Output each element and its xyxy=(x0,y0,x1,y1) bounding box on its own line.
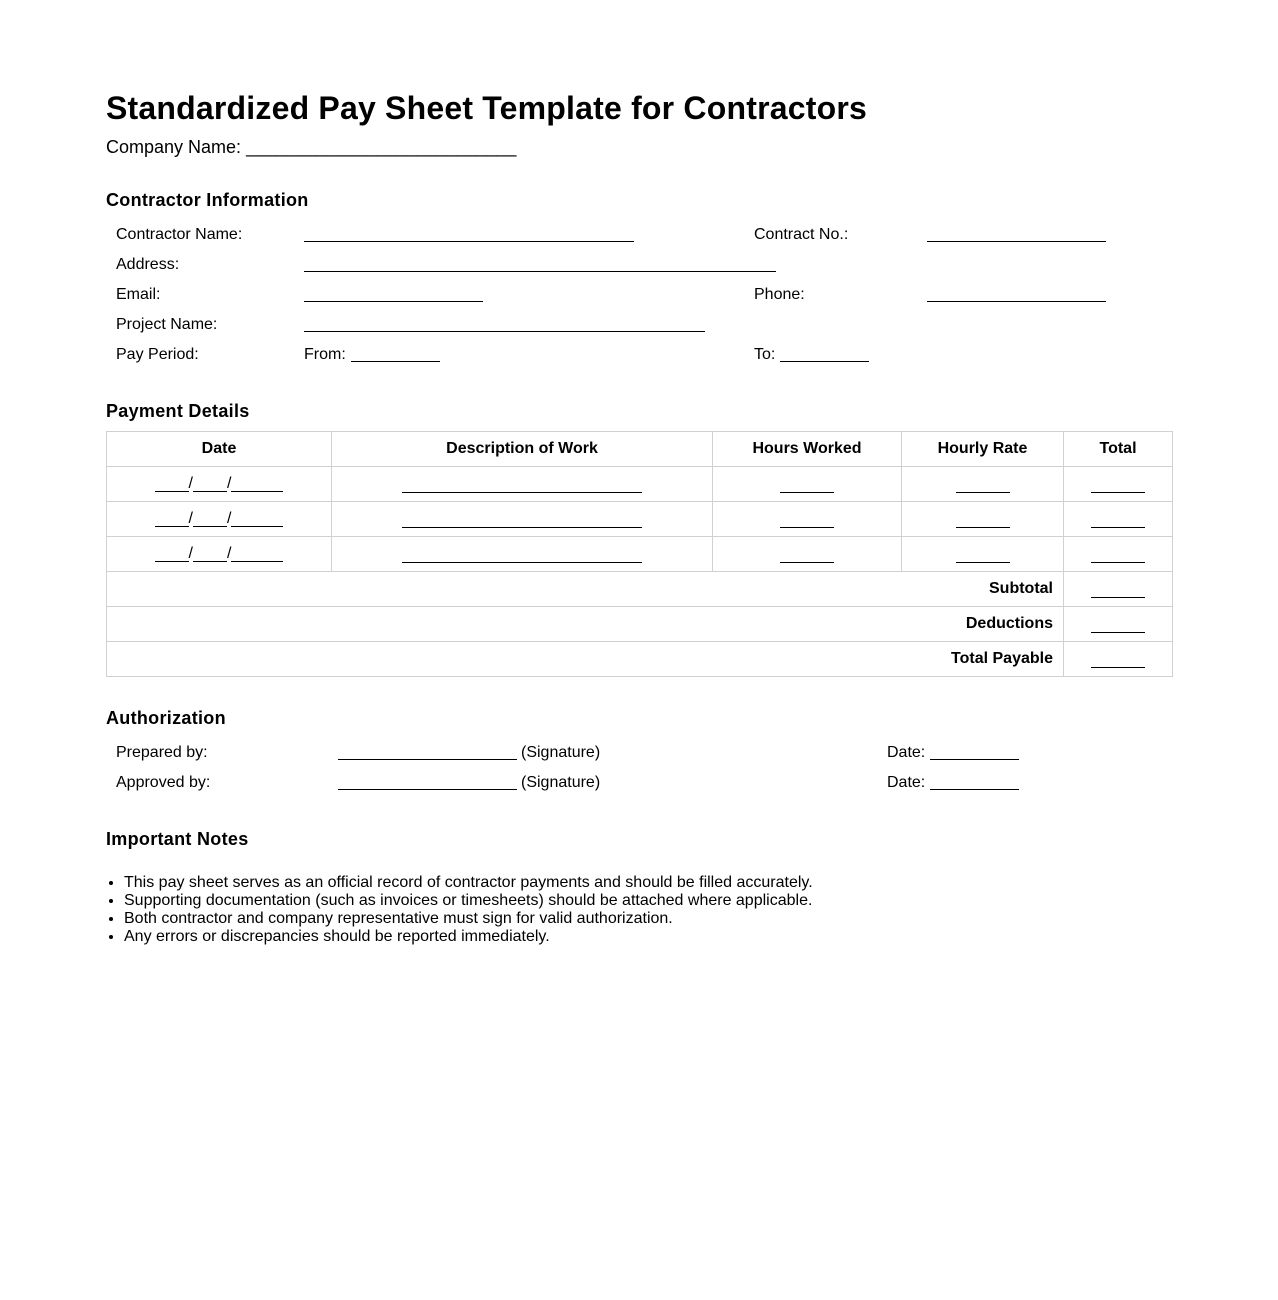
hours-blank xyxy=(780,478,834,493)
deductions-cell[interactable] xyxy=(1064,607,1173,642)
list-item: • Any errors or discrepancies should be reported immediately. xyxy=(124,928,813,946)
address-label: Address: xyxy=(116,256,180,273)
total-payable-cell[interactable] xyxy=(1064,642,1173,677)
company-name-row xyxy=(106,137,516,158)
date-blank: / / xyxy=(155,511,284,527)
project-name-line[interactable] xyxy=(304,331,705,332)
total-payable-blank xyxy=(1091,653,1145,668)
approved-by-signature-line[interactable] xyxy=(338,789,517,790)
total-cell[interactable] xyxy=(1064,537,1173,572)
prepared-by-signature-caption: (Signature) xyxy=(521,744,601,761)
hours-cell[interactable] xyxy=(713,537,902,572)
deductions-row xyxy=(107,607,1173,642)
pay-period-label: Pay Period: xyxy=(116,346,199,363)
prepared-date-label: Date: xyxy=(887,744,926,761)
date-blank: / / xyxy=(155,546,284,562)
project-name-label: Project Name: xyxy=(116,316,218,333)
contractor-info-heading: Contractor Information xyxy=(106,190,309,210)
description-blank xyxy=(402,513,642,528)
table-header-row xyxy=(107,432,1173,467)
contract-no-line[interactable] xyxy=(927,241,1106,242)
description-blank xyxy=(402,478,642,493)
date-blank: / / xyxy=(155,476,284,492)
rate-blank xyxy=(956,478,1010,493)
payment-details-heading: Payment Details xyxy=(106,401,250,421)
email-line[interactable] xyxy=(304,301,483,302)
contractor-name-line[interactable] xyxy=(304,241,634,242)
table-row xyxy=(107,502,1173,537)
pay-period-to-label: To: xyxy=(754,346,776,363)
hours-cell[interactable] xyxy=(713,502,902,537)
description-cell[interactable] xyxy=(332,537,713,572)
column-header-hours: Hours Worked xyxy=(713,432,902,467)
description-cell[interactable] xyxy=(332,502,713,537)
address-line[interactable] xyxy=(304,271,776,272)
contract-no-label: Contract No.: xyxy=(754,226,849,243)
description-blank xyxy=(402,548,642,563)
phone-line[interactable] xyxy=(927,301,1106,302)
notes-list xyxy=(106,874,813,946)
table-row xyxy=(107,537,1173,572)
deductions-label: Deductions xyxy=(107,607,1064,642)
deductions-blank xyxy=(1091,618,1145,633)
approved-by-signature-caption: (Signature) xyxy=(521,774,601,791)
rate-blank xyxy=(956,548,1010,563)
subtotal-cell[interactable] xyxy=(1064,572,1173,607)
email-label: Email: xyxy=(116,286,161,303)
hours-blank xyxy=(780,548,834,563)
list-item: • This pay sheet serves as an official record of contractor payments and should be filled accurately. xyxy=(124,874,813,892)
hours-cell[interactable] xyxy=(713,467,902,502)
date-cell[interactable] xyxy=(107,502,332,537)
column-header-date: Date xyxy=(107,432,332,467)
pay-period-to-line[interactable] xyxy=(780,361,869,362)
rate-cell[interactable] xyxy=(902,502,1064,537)
contractor-name-label: Contractor Name: xyxy=(116,226,243,243)
rate-cell[interactable] xyxy=(902,537,1064,572)
list-item: • Supporting documentation (such as invoices or timesheets) should be attached where applicable. xyxy=(124,892,813,910)
total-cell[interactable] xyxy=(1064,502,1173,537)
pay-period-from-label: From: xyxy=(304,346,346,363)
list-item: • Both contractor and company representative must sign for valid authorization. xyxy=(124,910,813,928)
total-blank xyxy=(1091,478,1145,493)
prepared-by-signature-line[interactable] xyxy=(338,759,517,760)
approved-date-label: Date: xyxy=(887,774,926,791)
date-cell[interactable] xyxy=(107,537,332,572)
company-name-blank[interactable]: ___________________________ xyxy=(246,137,517,157)
approved-by-label: Approved by: xyxy=(116,774,211,791)
total-payable-row xyxy=(107,642,1173,677)
total-cell[interactable] xyxy=(1064,467,1173,502)
total-payable-label: Total Payable xyxy=(107,642,1064,677)
subtotal-blank xyxy=(1091,583,1145,598)
prepared-by-label: Prepared by: xyxy=(116,744,208,761)
subtotal-row xyxy=(107,572,1173,607)
total-blank xyxy=(1091,548,1145,563)
hours-blank xyxy=(780,513,834,528)
approved-date-line[interactable] xyxy=(930,789,1019,790)
rate-blank xyxy=(956,513,1010,528)
authorization-heading: Authorization xyxy=(106,708,226,728)
column-header-rate: Hourly Rate xyxy=(902,432,1064,467)
payment-table xyxy=(106,431,1173,677)
rate-cell[interactable] xyxy=(902,467,1064,502)
description-cell[interactable] xyxy=(332,467,713,502)
page-title: Standardized Pay Sheet Template for Contractors xyxy=(106,90,867,126)
company-name-label: Company Name: xyxy=(106,137,242,157)
subtotal-label: Subtotal xyxy=(107,572,1064,607)
notes-heading: Important Notes xyxy=(106,829,249,849)
prepared-date-line[interactable] xyxy=(930,759,1019,760)
total-blank xyxy=(1091,513,1145,528)
date-cell[interactable] xyxy=(107,467,332,502)
table-row xyxy=(107,467,1173,502)
pay-period-from-line[interactable] xyxy=(351,361,440,362)
column-header-total: Total xyxy=(1064,432,1173,467)
column-header-description: Description of Work xyxy=(332,432,713,467)
phone-label: Phone: xyxy=(754,286,805,303)
